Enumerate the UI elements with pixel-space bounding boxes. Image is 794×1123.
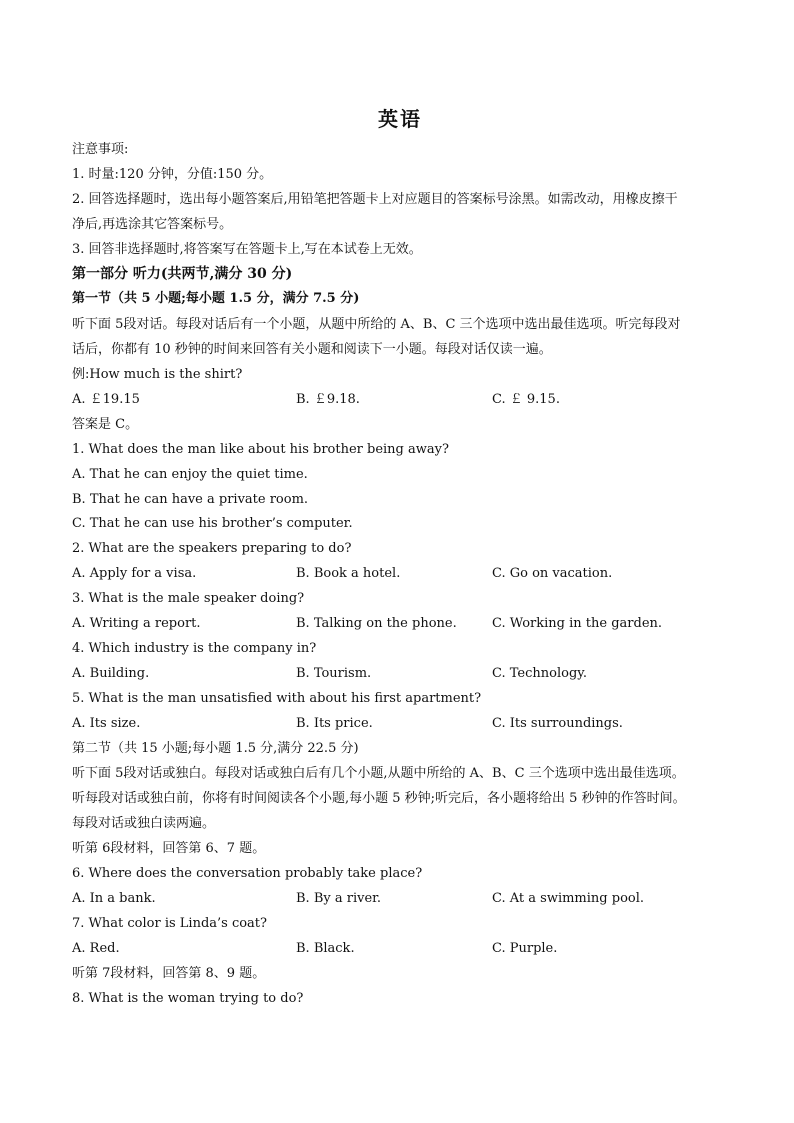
section1-instruction-line-2: 话后，你都有 10 秒钟的时间来回答有关小题和阅读下一小题。每段对话仅读一遍。	[72, 342, 552, 357]
question-3-option-b: B. Talking on the phone.	[296, 616, 457, 631]
note-2-line-1: 2. 回答选择题时，选出每小题答案后,用铅笔把答题卡上对应题目的答案标号涂黑。如需改动，用橡皮擦干	[72, 192, 678, 207]
question-1-option-c: C. That he can use his brother’s computer.	[72, 516, 353, 531]
material-6-heading: 听第 6段材料，回答第 6、7 题。	[72, 841, 266, 856]
question-3: 3. What is the male speaker doing?	[72, 591, 305, 606]
question-7-option-c: C. Purple.	[492, 941, 558, 956]
question-1: 1. What does the man like about his brother being away?	[72, 442, 449, 457]
question-5-options	[72, 715, 728, 733]
question-4-option-b: B. Tourism.	[296, 666, 372, 681]
question-5-option-b: B. Its price.	[296, 716, 373, 731]
question-5: 5. What is the man unsatisfied with about his first apartment?	[72, 691, 482, 706]
question-6-option-c: C. At a swimming pool.	[492, 891, 645, 906]
part1-heading: 第一部分 听力(共两节,满分 30 分)	[72, 266, 293, 282]
question-6: 6. Where does the conversation probably take place?	[72, 866, 423, 881]
question-2-options	[72, 565, 728, 583]
question-7: 7. What color is Linda’s coat?	[72, 916, 267, 931]
section1-instruction-line-1: 听下面 5段对话。每段对话后有一个小题，从题中所给的 A、B、C 三个选项中选出最佳选项。听完每段对	[72, 317, 681, 332]
note-3: 3. 回答非选择题时,将答案写在答题卡上,写在本试卷上无效。	[72, 242, 422, 257]
question-6-options	[72, 890, 728, 908]
section1-heading: 第一节（共 5 小题;每小题 1.5 分，满分 7.5 分)	[72, 291, 360, 306]
question-3-option-c: C. Working in the garden.	[492, 616, 663, 631]
question-2: 2. What are the speakers preparing to do?	[72, 541, 352, 556]
section2-heading: 第二节（共 15 小题;每小题 1.5 分,满分 22.5 分)	[72, 741, 359, 756]
question-5-option-c: C. Its surroundings.	[492, 716, 623, 731]
question-7-options	[72, 940, 728, 958]
note-1: 1. 时量:120 分钟，分值:150 分。	[72, 167, 273, 182]
note-2-line-2: 净后,再选涂其它答案标号。	[72, 217, 233, 232]
question-3-options	[72, 615, 728, 633]
question-6-option-a: A. In a bank.	[72, 891, 156, 906]
question-4-option-a: A. Building.	[72, 666, 150, 681]
section2-instruction-line-3: 每段对话或独白读两遍。	[72, 816, 216, 831]
question-4-options	[72, 665, 728, 683]
question-2-option-a: A. Apply for a visa.	[72, 566, 197, 581]
example-question: 例:How much is the shirt?	[72, 367, 243, 382]
question-4: 4. Which industry is the company in?	[72, 641, 317, 656]
question-1-option-b: B. That he can have a private room.	[72, 492, 309, 507]
example-answer: 答案是 C。	[72, 417, 139, 432]
question-2-option-c: C. Go on vacation.	[492, 566, 613, 581]
question-7-option-a: A. Red.	[72, 941, 120, 956]
question-1-option-a: A. That he can enjoy the quiet time.	[72, 467, 308, 482]
question-7-option-b: B. Black.	[296, 941, 355, 956]
section2-instruction-line-2: 听每段对话或独白前，你将有时间阅读各个小题,每小题 5 秒钟;听完后，各小题将给出 5 秒钟的作答时间。	[72, 791, 686, 806]
section2-instruction-line-1: 听下面 5段对话或独白。每段对话或独白后有几个小题,从题中所给的 A、B、C 三个选项中选出最佳选项。	[72, 766, 685, 781]
question-2-option-b: B. Book a hotel.	[296, 566, 401, 581]
question-5-option-a: A. Its size.	[72, 716, 141, 731]
question-8: 8. What is the woman trying to do?	[72, 991, 304, 1006]
page-title: 英语	[378, 107, 422, 131]
question-6-option-b: B. By a river.	[296, 891, 382, 906]
example-option-b: B. ￡9.18.	[296, 392, 360, 407]
notes-heading: 注意事项:	[72, 142, 129, 157]
material-7-heading: 听第 7段材料，回答第 8、9 题。	[72, 966, 266, 981]
example-option-c: C. ￡ 9.15.	[492, 392, 560, 407]
question-4-option-c: C. Technology.	[492, 666, 588, 681]
question-3-option-a: A. Writing a report.	[72, 616, 201, 631]
example-options	[72, 391, 728, 409]
example-option-a: A. ￡19.15	[72, 392, 140, 407]
